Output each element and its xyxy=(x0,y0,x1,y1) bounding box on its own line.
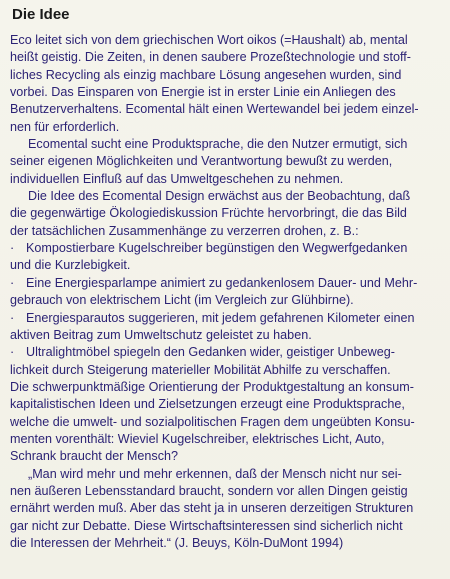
paragraph-product-language xyxy=(10,136,442,188)
text-line: der tatsächlichen Zusammenhänge zu verzerren drohen, z. B.: xyxy=(10,223,359,238)
document-body xyxy=(10,32,442,552)
text-line xyxy=(10,240,442,257)
text-line: die Interessen der Mehrheit.“ (J. Beuys, Köln-DuMont 1994) xyxy=(10,535,344,550)
quote-block xyxy=(10,466,442,553)
bullet-list xyxy=(10,240,442,379)
text-line xyxy=(10,275,442,292)
text-line: kapitalistischen Ideen und Zielsetzungen erzeugt eine Produktsprache, xyxy=(10,397,405,412)
bullet-marker: · xyxy=(10,275,15,290)
text-line: welche die umwelt- und sozialpolitischen Fragen dem ungeübten Konsu- xyxy=(10,414,415,429)
text-line: liches Recycling als einzig machbare Lösung angesehen wurden, sind xyxy=(10,67,402,82)
list-item xyxy=(10,240,442,275)
text-line xyxy=(10,310,442,327)
text-line: die gegenwärtige Ökologiediskussion Früchte hervorbringt, die das Bild xyxy=(10,206,407,221)
bullet-marker: · xyxy=(10,241,15,256)
text-line: Ecomental sucht eine Produktsprache, die den Nutzer ermutigt, sich xyxy=(28,137,408,152)
text-line: heißt geistig. Die Zeiten, in denen saubere Prozeßtechnologie und stoff- xyxy=(10,50,411,65)
list-item xyxy=(10,275,442,310)
text-line: nen äußeren Lebensstandard braucht, sondern vor allen Dingen geistig xyxy=(10,483,408,498)
list-item-text: Ultralightmöbel spiegeln den Gedanken wider, geistiger Unbeweg- xyxy=(26,345,395,360)
paragraph-observation xyxy=(10,188,442,240)
text-line: individuellen Einfluß auf das Umweltgeschehen zu nehmen. xyxy=(10,171,344,186)
list-item xyxy=(10,344,442,379)
text-line: Die Idee des Ecomental Design erwächst aus der Beobachtung, daß xyxy=(28,189,411,204)
text-line: ernährt werden muß. Aber das steht ja in unseren derzeitigen Strukturen xyxy=(10,501,414,516)
text-line: gebrauch von elektrischem Licht (im Vergleich zur Glühbirne). xyxy=(10,293,354,308)
list-item-text: Energiesparautos suggerieren, mit jedem gefahrenen Kilometer einen xyxy=(26,310,415,325)
text-line: gar nicht zur Debatte. Diese Wirtschaftsinteressen sind sicherlich nicht xyxy=(10,518,403,533)
text-line xyxy=(10,344,442,361)
list-item xyxy=(10,310,442,345)
page-title: Die Idee xyxy=(12,6,70,23)
text-line: seiner eigenen Möglichkeiten und Verantwortung bewußt zu werden, xyxy=(10,154,393,169)
text-line: lichkeit durch Steigerung materieller Mobilität Abhilfe zu verschaffen. xyxy=(10,362,391,377)
bullet-marker: · xyxy=(10,345,15,360)
text-line: Eco leitet sich von dem griechischen Wort oikos (=Haushalt) ab, mental xyxy=(10,33,408,47)
text-line: Benutzerverhaltens. Ecomental hält einen Wertewandel bei jedem einzel- xyxy=(10,102,419,117)
text-line: menten vorenthält: Wieviel Kugelschreiber, elektrisches Licht, Auto, xyxy=(10,431,385,446)
list-item-text: Eine Energiesparlampe animiert zu gedankenlosem Dauer- und Mehr- xyxy=(26,275,418,290)
paragraph-conclusion xyxy=(10,379,442,466)
list-item-text: Kompostierbare Kugelschreiber begünstigen den Wegwerfgedanken xyxy=(26,241,408,256)
text-line: und die Kurzlebigkeit. xyxy=(10,258,131,273)
text-line: Die schwerpunktmäßige Orientierung der Produktgestaltung an konsum- xyxy=(10,379,414,394)
bullet-marker: · xyxy=(10,310,15,325)
text-line: aktiven Beitrag zum Umweltschutz geleistet zu haben. xyxy=(10,327,312,342)
text-line: „Man wird mehr und mehr erkennen, daß der Mensch nicht nur sei- xyxy=(28,466,402,481)
text-line: Schrank braucht der Mensch? xyxy=(10,449,179,464)
text-line: vorbei. Das Einsparen von Energie ist in erster Linie ein Anliegen des xyxy=(10,85,396,100)
text-line: nen für erforderlich. xyxy=(10,119,120,134)
paragraph-intro xyxy=(10,32,442,136)
